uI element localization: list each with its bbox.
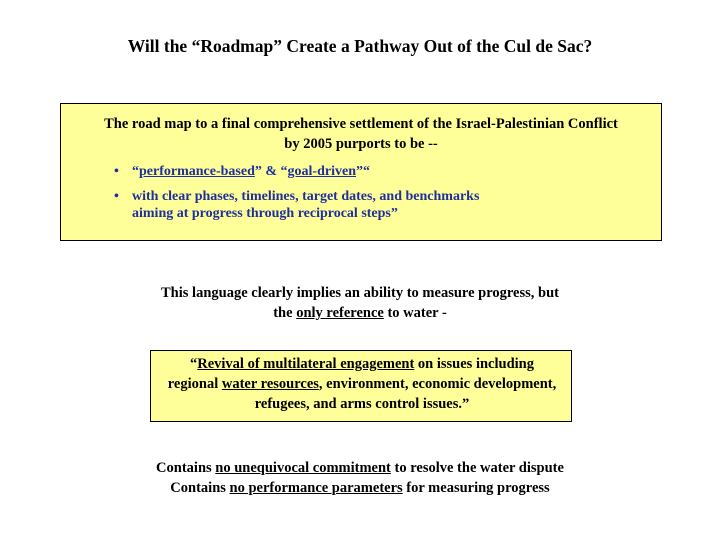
conclusion-line2-prefix: Contains <box>170 480 230 496</box>
conclusion-line1-prefix: Contains <box>156 460 216 476</box>
roadmap-bullet-list <box>114 163 584 230</box>
bullet2-line1: with clear phases, timelines, target dates, and benchmarks <box>132 189 480 204</box>
water-resources-text: water resources <box>221 376 319 392</box>
bullet1-mid: ” & “ <box>254 164 288 179</box>
slide-title: Will the “Roadmap” Create a Pathway Out of the Cul de Sac? <box>127 36 593 56</box>
roadmap-intro <box>61 114 661 154</box>
bullet-item-performance <box>114 163 584 180</box>
only-reference-text: only reference <box>296 305 384 321</box>
language-implication-paragraph <box>0 283 720 323</box>
bullet1-end: ”“ <box>356 164 370 179</box>
roadmap-intro-line2: by 2005 purports to be -- <box>284 136 438 152</box>
no-parameters-text: no performance parameters <box>229 480 403 496</box>
paragraph1-line1: This language clearly implies an ability to measure progress, but <box>161 285 559 301</box>
paragraph1-line2-suffix: to water - <box>383 305 447 321</box>
conclusion-paragraph <box>0 458 720 498</box>
bullet-icon: • <box>114 189 119 204</box>
bullet2-line2: aiming at progress through reciprocal steps” <box>132 206 398 221</box>
bullet-icon: • <box>114 164 119 179</box>
roadmap-intro-line1: The road map to a final comprehensive settlement of the Israel-Palestinian Conflict <box>104 116 618 132</box>
conclusion-line1-suffix: to resolve the water dispute <box>390 460 564 476</box>
bullet-item-phases <box>114 188 584 222</box>
bullet1-open-quote: “ <box>132 164 139 179</box>
water-quote-box <box>150 350 572 422</box>
conclusion-line2-suffix: for measuring progress <box>402 480 550 496</box>
goal-driven-term: goal-driven <box>287 164 356 179</box>
water-quote-text <box>139 354 585 414</box>
paragraph1-line2-prefix: the <box>273 305 297 321</box>
quote-line3: refugees, and arms control issues.” <box>254 396 470 412</box>
performance-based-term: performance-based <box>139 164 255 179</box>
revival-engagement-text: Revival of multilateral engagement <box>197 356 415 372</box>
quote-line2-suffix: , environment, economic development, <box>318 376 557 392</box>
quote-line1-rest: on issues including <box>414 356 534 372</box>
no-commitment-text: no unequivocal commitment <box>215 460 391 476</box>
quote-open: “ <box>190 356 198 372</box>
quote-line2-prefix: regional <box>167 376 222 392</box>
